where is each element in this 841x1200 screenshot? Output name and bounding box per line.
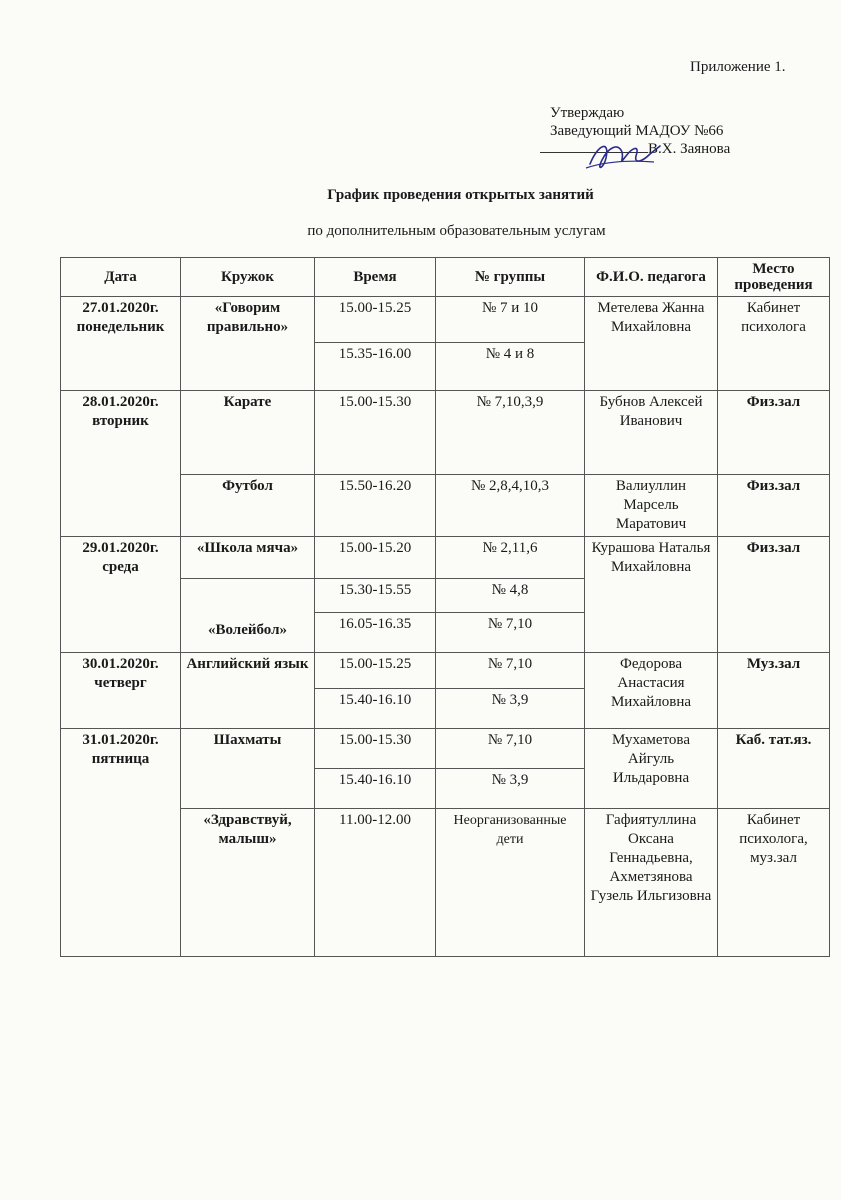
approve-position: Заведующий МАДОУ №66 — [550, 123, 724, 139]
cell-place: Кабинет психолога — [718, 297, 830, 391]
cell-club: Футбол — [181, 475, 315, 537]
cell-club: «Здравствуй, малыш» — [181, 809, 315, 957]
schedule-table — [60, 257, 830, 957]
cell-group: № 7 и 10 — [436, 297, 585, 343]
approve-name: В.Х. Заянова — [648, 141, 731, 157]
cell-group: № 7,10 — [436, 729, 585, 769]
table-row — [61, 391, 830, 475]
cell-time: 15.00-15.25 — [315, 653, 436, 689]
cell-group: № 2,8,4,10,3 — [436, 475, 585, 537]
header-club: Кружок — [181, 258, 315, 297]
cell-date: 27.01.2020г. понедельник — [61, 297, 181, 391]
cell-club: Английский язык — [181, 653, 315, 729]
cell-time: 15.30-15.55 — [315, 579, 436, 613]
cell-teacher: Федорова Анастасия Михайловна — [585, 653, 718, 729]
cell-group: № 3,9 — [436, 689, 585, 729]
cell-teacher: Курашова Наталья Михайловна — [585, 537, 718, 653]
cell-group: № 4 и 8 — [436, 343, 585, 391]
cell-group: Неорганизованные дети — [436, 809, 585, 957]
cell-group: № 7,10 — [436, 613, 585, 653]
cell-place: Физ.зал — [718, 537, 830, 653]
cell-time: 11.00-12.00 — [315, 809, 436, 957]
cell-place: Кабинет психолога, муз.зал — [718, 809, 830, 957]
cell-date: 28.01.2020г. вторник — [61, 391, 181, 537]
table-row — [61, 297, 830, 343]
cell-club: «Школа мяча» — [181, 537, 315, 579]
cell-date: 30.01.2020г. четверг — [61, 653, 181, 729]
cell-date: 31.01.2020г. пятница — [61, 729, 181, 957]
cell-group: № 4,8 — [436, 579, 585, 613]
cell-club: «Говорим правильно» — [181, 297, 315, 391]
cell-time: 15.40-16.10 — [315, 689, 436, 729]
cell-place: Физ.зал — [718, 475, 830, 537]
document-subtitle: по дополнительным образовательным услугам — [307, 223, 606, 239]
appendix-label: Приложение 1. — [690, 59, 786, 75]
cell-time: 15.00-15.25 — [315, 297, 436, 343]
cell-teacher: Метелева Жанна Михайловна — [585, 297, 718, 391]
header-group: № группы — [436, 258, 585, 297]
cell-teacher: Гафиятуллина Оксана Геннадьевна, Ахметзянова Гузель Ильгизовна — [585, 809, 718, 957]
table-row — [61, 537, 830, 579]
header-date: Дата — [61, 258, 181, 297]
cell-time: 15.35-16.00 — [315, 343, 436, 391]
cell-time: 16.05-16.35 — [315, 613, 436, 653]
header-time: Время — [315, 258, 436, 297]
cell-time: 15.00-15.30 — [315, 391, 436, 475]
header-teacher: Ф.И.О. педагога — [585, 258, 718, 297]
cell-place: Физ.зал — [718, 391, 830, 475]
cell-teacher: Валиуллин Марсель Маратович — [585, 475, 718, 537]
header-place: Место проведения — [718, 258, 830, 297]
document-title: График проведения открытых занятий — [327, 187, 594, 203]
cell-group: № 7,10,3,9 — [436, 391, 585, 475]
cell-teacher: Бубнов Алексей Иванович — [585, 391, 718, 475]
handwritten-signature — [584, 134, 664, 176]
table-row — [61, 653, 830, 689]
cell-club: «Волейбол» — [181, 579, 315, 653]
cell-teacher: Мухаметова Айгуль Ильдаровна — [585, 729, 718, 809]
cell-group: № 2,11,6 — [436, 537, 585, 579]
cell-date: 29.01.2020г. среда — [61, 537, 181, 653]
cell-group: № 3,9 — [436, 769, 585, 809]
cell-club: Карате — [181, 391, 315, 475]
table-header-row — [61, 258, 830, 297]
cell-place: Муз.зал — [718, 653, 830, 729]
table-row — [61, 729, 830, 769]
cell-time: 15.50-16.20 — [315, 475, 436, 537]
cell-time: 15.40-16.10 — [315, 769, 436, 809]
cell-time: 15.00-15.30 — [315, 729, 436, 769]
cell-club: Шахматы — [181, 729, 315, 809]
cell-group: № 7,10 — [436, 653, 585, 689]
cell-time: 15.00-15.20 — [315, 537, 436, 579]
approve-word: Утверждаю — [550, 105, 625, 121]
cell-place: Каб. тат.яз. — [718, 729, 830, 809]
